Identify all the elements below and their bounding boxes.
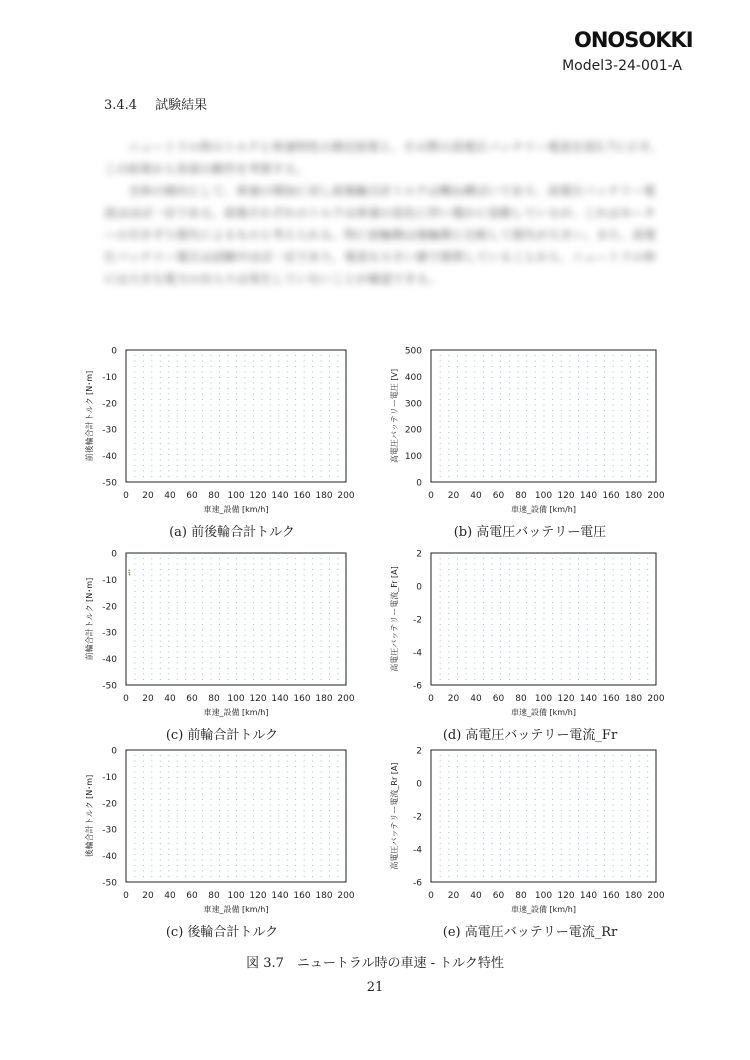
y-tick-label: -50 <box>102 878 117 889</box>
paragraph: 全体の傾向として、車速の増加に対し前後輪合計トルクは概ね横ばいであり、高電圧バッテリー電流はほぼ一定である。前後それぞれのトルクは車速の変化に伴い僅かに変動しているが、これはモーターの引きずり損失によるものと考えられる。特に前輪側は後輪側と比較して損失が大きい。また、高電圧バッテリー電圧は試験中ほぼ一定であり、電流も小さい値で推移していることから、ニュートラル時には大きな電力の出入りは発生していないことが確認できる。 <box>104 184 657 286</box>
grid-dots <box>135 756 339 877</box>
x-tick-label: 20 <box>142 491 154 501</box>
x-axis-label: 車速_設備 [km/h] <box>511 708 576 717</box>
x-tick-label: 160 <box>293 491 311 501</box>
x-tick-label: 0 <box>123 694 129 704</box>
x-tick-label: 100 <box>534 694 553 704</box>
y-tick-label: -6 <box>413 681 422 692</box>
x-tick-label: 60 <box>492 891 505 901</box>
x-axis-label: 車速_設備 [km/h] <box>511 905 576 914</box>
x-tick-label: 200 <box>647 694 665 704</box>
x-tick-label: 140 <box>579 491 598 501</box>
x-tick-label: 180 <box>315 491 333 501</box>
y-axis-label: 高電圧バッテリー電圧 [V] <box>390 368 399 464</box>
y-tick-label: -10 <box>102 575 117 586</box>
y-tick-label: 0 <box>416 478 422 489</box>
data-point <box>128 572 130 574</box>
x-tick-label: 200 <box>337 891 355 901</box>
grid-dots <box>440 356 649 477</box>
x-tick-label: 40 <box>164 891 176 901</box>
y-axis-label: 高電圧バッテリー電流_Fr [A] <box>390 566 399 672</box>
x-tick-label: 200 <box>647 891 665 901</box>
x-tick-label: 120 <box>557 491 575 501</box>
x-tick-label: 140 <box>271 694 289 704</box>
x-axis-label: 車速_設備 [km/h] <box>511 505 576 514</box>
x-tick-label: 160 <box>293 891 311 901</box>
x-tick-label: 120 <box>249 694 267 704</box>
grid-dots <box>440 756 649 877</box>
x-tick-label: 40 <box>470 491 482 501</box>
x-tick-label: 180 <box>624 694 643 704</box>
chart-caption: (a) 前後輪合計トルク <box>169 525 295 540</box>
x-tick-label: 40 <box>470 694 482 704</box>
y-tick-label: -2 <box>413 812 422 823</box>
x-tick-label: 120 <box>249 491 267 501</box>
paragraph: ニュートラル時のトルクと車速特性の測定結果と、その際の高電圧バッテリー電流を図3.7に示す。この結果から各部の動作を考察する。 <box>104 140 662 176</box>
y-axis-label: 前輪合計トルク [N･m] <box>85 577 94 661</box>
x-tick-label: 100 <box>227 491 245 501</box>
y-tick-label: -10 <box>102 372 117 383</box>
y-tick-label: 400 <box>404 372 422 383</box>
x-tick-label: 40 <box>470 891 482 901</box>
y-tick-label: -30 <box>102 628 117 639</box>
x-tick-label: 80 <box>515 891 527 901</box>
x-tick-label: 60 <box>492 694 505 704</box>
x-tick-label: 40 <box>164 491 176 501</box>
x-tick-label: 20 <box>447 891 460 901</box>
x-tick-label: 180 <box>315 694 333 704</box>
x-tick-label: 200 <box>337 491 355 501</box>
grid-dots <box>440 559 649 680</box>
y-tick-label: -4 <box>413 648 422 659</box>
x-tick-label: 140 <box>271 491 289 501</box>
x-axis-label: 車速_設備 [km/h] <box>203 905 269 914</box>
y-tick-label: 500 <box>404 346 422 357</box>
y-tick-label: -30 <box>102 425 117 436</box>
y-tick-label: 300 <box>404 399 422 410</box>
x-tick-label: 140 <box>579 891 598 901</box>
section-title: 試験結果 <box>155 98 208 113</box>
y-tick-label: -40 <box>102 852 117 863</box>
x-tick-label: 60 <box>186 694 198 704</box>
x-tick-label: 200 <box>337 694 355 704</box>
x-tick-label: 120 <box>557 891 575 901</box>
chart-caption: (b) 高電圧バッテリー電圧 <box>453 525 607 540</box>
x-tick-label: 0 <box>428 491 434 501</box>
x-tick-label: 140 <box>579 694 598 704</box>
x-tick-label: 120 <box>249 891 267 901</box>
x-tick-label: 180 <box>315 891 333 901</box>
y-tick-label: -30 <box>102 825 117 836</box>
y-tick-label: 100 <box>404 452 422 463</box>
x-tick-label: 180 <box>624 491 643 501</box>
x-tick-label: 0 <box>123 491 129 501</box>
x-axis-label: 車速_設備 [km/h] <box>203 708 269 717</box>
x-tick-label: 180 <box>624 891 643 901</box>
x-tick-label: 100 <box>227 891 245 901</box>
data-point <box>128 569 130 571</box>
y-tick-label: 0 <box>111 549 117 560</box>
x-tick-label: 20 <box>447 694 460 704</box>
y-tick-label: -4 <box>413 845 422 856</box>
chart-caption: (c) 前輪合計トルク <box>165 728 279 743</box>
x-tick-label: 80 <box>208 491 220 501</box>
x-tick-label: 160 <box>602 491 620 501</box>
y-tick-label: 0 <box>416 582 422 593</box>
page-number: 21 <box>366 980 384 995</box>
y-tick-label: -2 <box>413 615 422 626</box>
x-tick-label: 100 <box>534 491 553 501</box>
y-tick-label: -10 <box>102 772 117 783</box>
x-tick-label: 20 <box>142 694 154 704</box>
y-tick-label: 2 <box>416 746 422 757</box>
section-number: 3.4.4 <box>104 98 138 113</box>
x-axis-label: 車速_設備 [km/h] <box>203 505 269 514</box>
x-tick-label: 80 <box>208 891 220 901</box>
x-tick-label: 140 <box>271 891 289 901</box>
y-axis-label: 後輪合計トルク [N･m] <box>85 774 94 858</box>
y-axis-label: 高電圧バッテリー電流_Rr [A] <box>390 762 399 870</box>
x-tick-label: 40 <box>164 694 176 704</box>
y-tick-label: 2 <box>416 549 422 560</box>
figure-caption: 図 3.7 ニュートラル時の車速 - トルク特性 <box>246 956 504 971</box>
y-tick-label: -40 <box>102 655 117 666</box>
x-tick-label: 60 <box>186 891 198 901</box>
x-tick-label: 0 <box>428 694 434 704</box>
y-tick-label: -20 <box>102 799 117 810</box>
y-tick-label: -40 <box>102 452 117 463</box>
x-tick-label: 0 <box>428 891 434 901</box>
x-tick-label: 120 <box>557 694 575 704</box>
y-tick-label: 200 <box>404 425 422 436</box>
x-tick-label: 0 <box>123 891 129 901</box>
x-tick-label: 80 <box>515 694 527 704</box>
x-tick-label: 60 <box>492 491 505 501</box>
x-tick-label: 100 <box>534 891 553 901</box>
y-tick-label: 0 <box>111 746 117 757</box>
logo-text: ONOSOKKI <box>574 28 693 52</box>
grid-dots <box>135 356 339 477</box>
y-tick-label: -20 <box>102 399 117 410</box>
chart-caption: (e) 高電圧バッテリー電流_Rr <box>442 925 618 940</box>
x-tick-label: 160 <box>602 891 620 901</box>
x-tick-label: 100 <box>227 694 245 704</box>
x-tick-label: 200 <box>647 491 665 501</box>
y-tick-label: -20 <box>102 602 117 613</box>
x-tick-label: 20 <box>142 891 154 901</box>
x-tick-label: 80 <box>208 694 220 704</box>
x-tick-label: 80 <box>515 491 527 501</box>
grid-dots <box>135 559 339 680</box>
y-tick-label: 0 <box>111 346 117 357</box>
chart-caption: (c) 後輪合計トルク <box>165 925 279 940</box>
x-tick-label: 160 <box>293 694 311 704</box>
y-tick-label: -50 <box>102 681 117 692</box>
y-tick-label: -50 <box>102 478 117 489</box>
x-tick-label: 20 <box>447 491 460 501</box>
y-tick-label: 0 <box>416 779 422 790</box>
y-tick-label: -6 <box>413 878 422 889</box>
x-tick-label: 60 <box>186 491 198 501</box>
y-axis-label: 前後輪合計トルク [N･m] <box>85 370 94 462</box>
model-number: Model3-24-001-A <box>562 58 682 74</box>
chart-caption: (d) 高電圧バッテリー電流_Fr <box>442 728 618 743</box>
x-tick-label: 160 <box>602 694 620 704</box>
data-point <box>129 574 131 576</box>
